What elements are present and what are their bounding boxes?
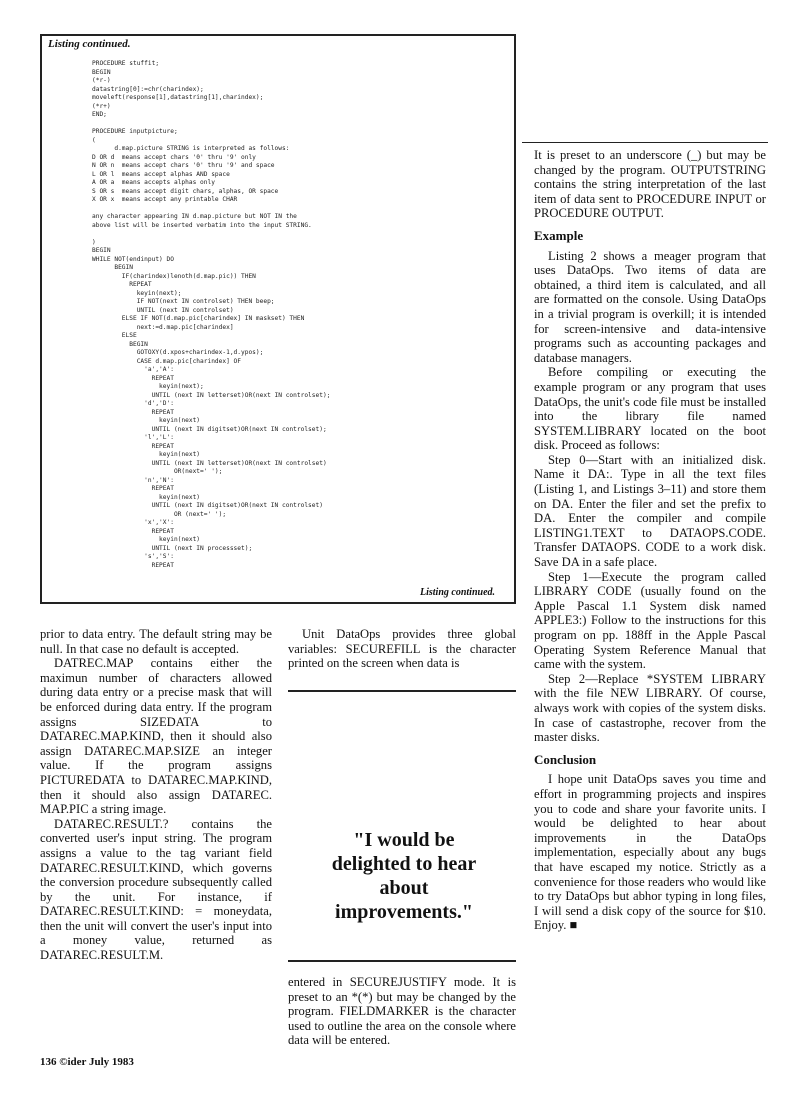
col3-paragraph-1: It is preset to an underscore (_) but may be changed by the program. OUTPUTSTRING contains the string interpretation of the last item of data sent to PROCEDURE INPUT or PROCEDURE OUTPUT.	[534, 148, 766, 221]
col3-paragraph-4: Step 0—Start with an initialized disk. Name it DA:. Type in all the text files (Listing 1, and Listings 3–11) and store them on DA. Enter the filer and set the prefix to DA. Enter the compiler and compile LISTING1.TEXT to DATAOPS.CODE. Transfer DATAOPS. CODE to a work disk. Save DA in a safe place.	[534, 452, 766, 570]
col1-paragraph-3: DATAREC.RESULT.? contains the converted user's input string. The program assigns a value to the tag variant field DATAREC.RESULT.KIND, which governs the conversion procedure subsequently called by the unit. For instance, if DATAREC.RESULT.KIND: = moneydata, then the unit will convert the user's input into a money value, returned as DATAREC.RESULT.M.	[40, 816, 272, 963]
column-2-bottom	[288, 975, 516, 1048]
example-heading: Example	[534, 227, 584, 243]
col3-paragraph-2: Listing 2 shows a meager program that uses DataOps. Two items of data are obtained, a third item is calculated, and all are formatted on the console. Using DataOps in a trivial program is overkill; it is intended for screen-intensive and data-intensive programs such as accounting packages and database managers.	[534, 248, 766, 365]
listing-footer: Listing continued.	[420, 587, 496, 598]
col3-paragraph-5: Step 1—Execute the program called LIBRARY CODE (usually found on the Apple Pascal 1.1 System disk named APPLE3:) Follow to the instructions for this program on pp. 188ff in the Apple Pascal Operating System Reference Manual that came with the system.	[534, 569, 766, 672]
col3-paragraph-6: Step 2—Replace *SYSTEM LIBRARY with the file NEW LIBRARY. Of course, always work with copies of the system disks. In case of castastrophe, recover from the master disks.	[534, 671, 766, 745]
pull-quote: "I would be delighted to hear about improvements."	[331, 829, 477, 923]
pull-quote-top-rule	[288, 690, 516, 692]
col3-paragraph-7: I hope unit DataOps saves you time and effort in programming projects and inspires you to code and share your favorite units. I would be delighted to hear about improvements in the DataOps implementation, especially about any bugs that have escaped my notice. Strictly as a convenience for those readers who would like to try DataOps but abhor typing in long files, I will send a disk copy of the source for $10. Enjoy. ■	[534, 772, 766, 933]
column3-top-rule	[522, 142, 768, 143]
column-1	[40, 627, 272, 963]
page-folio: 136 ©ider July 1983	[40, 1056, 134, 1068]
code-listing: PROCEDURE stuffit; BEGIN (*r-) datastring[0]:=chr(charindex); moveleft(response[1],datastring[1],charindex); (*r+) END; PROCEDURE inputpicture; ( d.map.picture STRING is interpreted as follows: D OR d means accept chars '0' thru '9' only N OR n means accept chars '0' thru '9' and space L OR l means accept alphas AND space A OR a means accepts alphas only S OR s means accept digit chars, alphas, OR space X OR x means accept any printable CHAR any character appearing IN d.map.picture but NOT IN the above list will be inserted verbatim into the input STRING. ) BEGIN WHILE NOT(endinput) DO BEGIN IF(charindex)lenoth(d.map.pic)) THEN REPEAT keyin(next); IF NOT(next IN controlset) THEN beep; UNTIL (next IN controlset) ELSE IF NOT(d.map.pic[charindex] IN maskset) THEN next:=d.map.pic[charindex] ELSE BEGIN GOTOXY(d.xpos+charindex-1,d.ypos); CASE d.map.pic[charindex] OF 'a','A': REPEAT keyin(next); UNTIL (next IN letterset)OR(next IN controlset); 'd','D': REPEAT keyin(next) UNTIL (next IN digitset)OR(next IN controlset); 'l','L': REPEAT keyin(next) UNTIL (next IN letterset)OR(next IN controlset) OR(next=' '); 'n','N': REPEAT keyin(next) UNTIL (next IN digitset)OR(next IN controlset) OR (next=' '); 'x','X': REPEAT keyin(next) UNTIL (next IN processset); 's','S': REPEAT	[92, 60, 331, 569]
col3-paragraph-3: Before compiling or executing the example program or any program that uses DataOps, the unit's code file must be installed into the library file named SYSTEM.LIBRARY located on the boot disk. Proceed as follows:	[534, 365, 766, 453]
col1-paragraph-1: prior to data entry. The default string may be null. In that case no default is accepted.	[40, 627, 272, 656]
listing-header: Listing continued.	[48, 38, 131, 50]
col1-paragraph-2: DATREC.MAP contains either the maximun number of characters allowed during data entry or a precise mask that will be enforced during data entry. If the program assigns SIZEDATA to DATAREC.MAP.KIND, then it should also assign DATAREC.MAP.SIZE an integer value. If the program assigns PICTUREDATA to DATAREC.MAP.KIND, then it should also assign DATAREC. MAP.PIC a string image.	[40, 656, 272, 817]
column-2	[288, 627, 516, 671]
column-3	[534, 148, 766, 933]
conclusion-heading: Conclusion	[534, 751, 597, 767]
pull-quote-bottom-rule	[288, 960, 516, 962]
col2-paragraph-2: entered in SECUREJUSTIFY mode. It is preset to an *(*) but may be changed by the program. FIELDMARKER is the character used to outline the area on the console where data will be entered.	[288, 975, 516, 1048]
col2-paragraph-1: Unit DataOps provides three global variables: SECUREFILL is the character printed on the screen when data is	[288, 627, 516, 671]
